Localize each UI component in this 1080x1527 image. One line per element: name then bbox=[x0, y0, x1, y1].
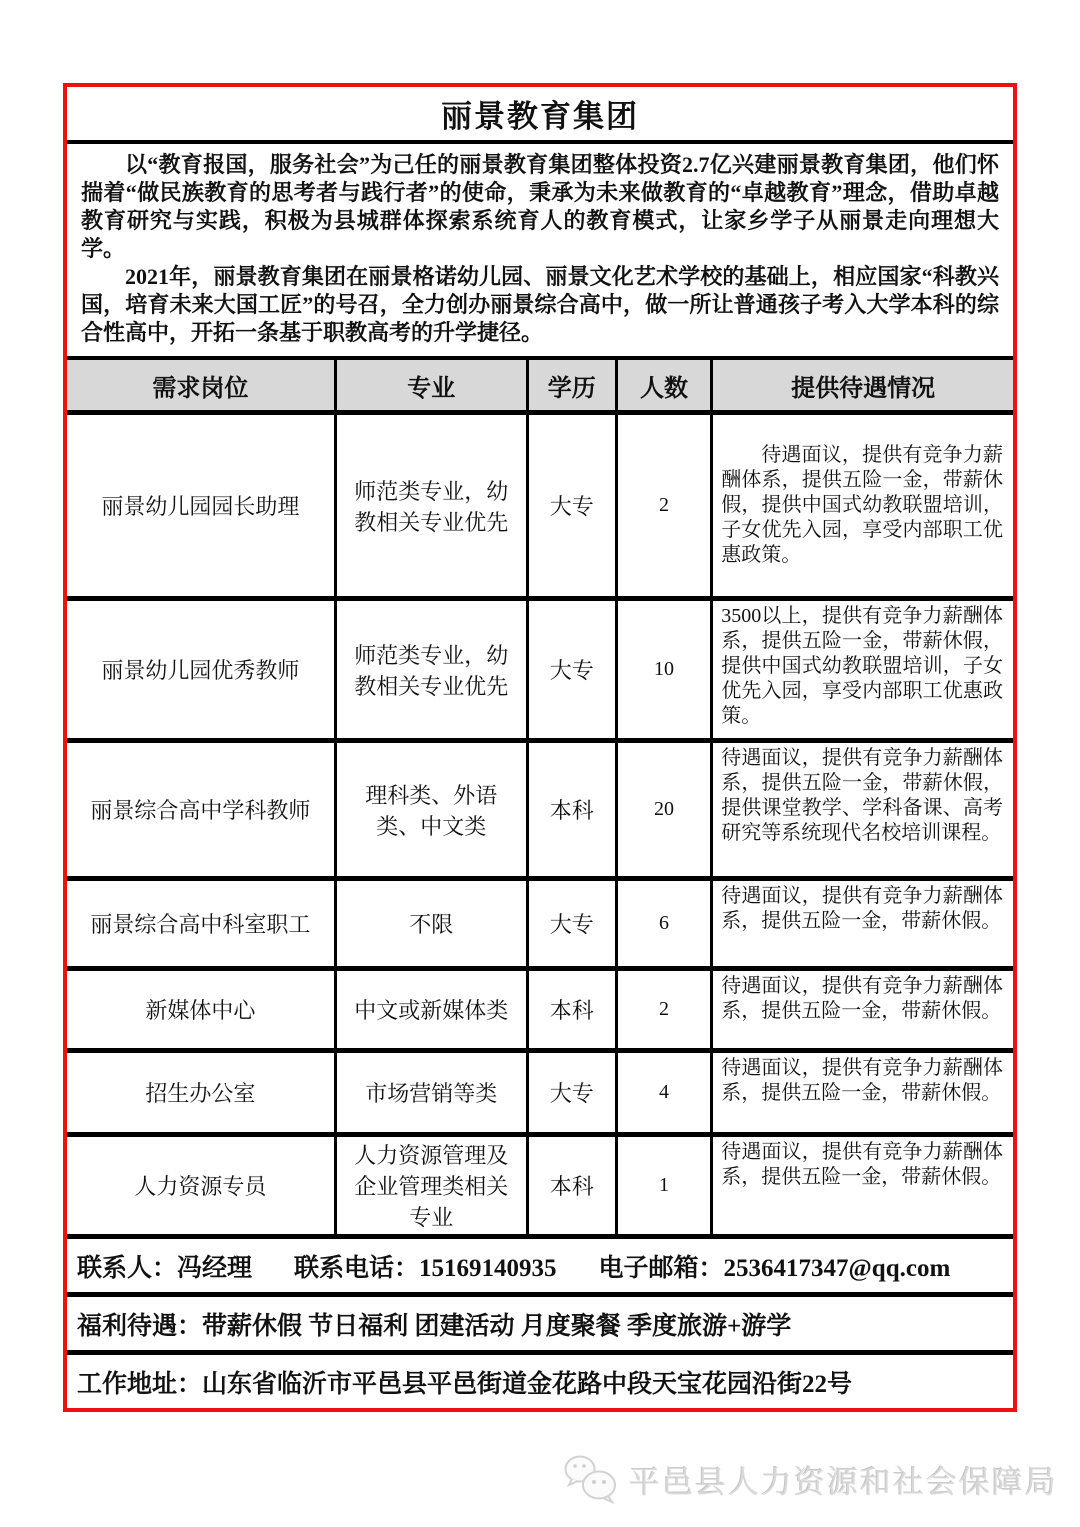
wechat-icon bbox=[559, 1452, 621, 1506]
job-position: 人力资源专员 bbox=[134, 1174, 267, 1199]
job-degree: 本科 bbox=[526, 1137, 615, 1234]
job-benefits: 待遇面议，提供有竞争力薪酬体系，提供五险一金，带薪休假，提供中国式幼教联盟培训，子女优先入园，享受内部职工优惠政策。 bbox=[710, 415, 1013, 596]
job-benefits: 待遇面议，提供有竞争力薪酬体系，提供五险一金，带薪休假，提供课堂教学、学科备课、高考研究等系统现代名校培训课程。 bbox=[710, 743, 1013, 876]
job-degree: 本科 bbox=[526, 743, 615, 876]
col-header-position: 需求岗位 bbox=[67, 360, 334, 410]
job-major: 理科类、外语类、中文类 bbox=[334, 743, 526, 876]
table-header-row bbox=[67, 356, 1013, 410]
job-degree: 大专 bbox=[526, 415, 615, 596]
table-row bbox=[67, 410, 1013, 596]
job-degree: 本科 bbox=[526, 971, 615, 1048]
job-degree: 大专 bbox=[526, 881, 615, 966]
table-row bbox=[67, 1048, 1013, 1132]
table-row bbox=[67, 876, 1013, 966]
table-row bbox=[67, 966, 1013, 1048]
contact-row bbox=[67, 1234, 1013, 1292]
table-row bbox=[67, 1132, 1013, 1234]
job-major: 人力资源管理及企业管理类相关专业 bbox=[334, 1137, 526, 1234]
table-row bbox=[67, 738, 1013, 876]
welfare-info: 福利待遇：带薪休假 节日福利 团建活动 月度聚餐 季度旅游+游学 bbox=[77, 1312, 792, 1340]
job-count: 10 bbox=[615, 601, 711, 738]
job-count: 2 bbox=[615, 415, 711, 596]
job-major: 市场营销等类 bbox=[334, 1053, 526, 1132]
job-position: 丽景幼儿园优秀教师 bbox=[101, 658, 300, 683]
job-benefits: 待遇面议，提供有竞争力薪酬体系，提供五险一金，带薪休假。 bbox=[710, 1053, 1013, 1132]
job-count: 1 bbox=[615, 1137, 711, 1234]
watermark-text: 平邑县人力资源和社会保障局 bbox=[629, 1464, 1058, 1500]
job-major: 师范类专业，幼教相关专业优先 bbox=[334, 601, 526, 738]
job-benefits: 3500以上，提供有竞争力薪酬体系，提供五险一金，带薪休假，提供中国式幼教联盟培训，子女优先入园，享受内部职工优惠政策。 bbox=[710, 601, 1013, 738]
contact-email: 电子邮箱：2536417347@qq.com bbox=[598, 1254, 951, 1282]
welfare-row bbox=[67, 1292, 1013, 1350]
job-position: 丽景幼儿园园长助理 bbox=[101, 494, 300, 519]
watermark bbox=[559, 1452, 1058, 1506]
job-benefits: 待遇面议，提供有竞争力薪酬体系，提供五险一金，带薪休假。 bbox=[710, 1137, 1013, 1234]
col-header-benefits: 提供待遇情况 bbox=[710, 360, 1013, 410]
table-row bbox=[67, 596, 1013, 738]
intro-paragraph-2: 2021年，丽景教育集团在丽景格诺幼儿园、丽景文化艺术学校的基础上，相应国家“科教兴国，培育未来大国工匠”的号召，全力创办丽景综合高中，做一所让普通孩子考入大学本科的综合性高中，开拓一条基于职教高考的升学捷径。 bbox=[81, 264, 999, 345]
doc-title: 丽景教育集团 bbox=[441, 99, 639, 134]
intro-section bbox=[67, 140, 1013, 356]
col-header-major: 专业 bbox=[334, 360, 526, 410]
job-major: 师范类专业，幼教相关专业优先 bbox=[334, 415, 526, 596]
job-position: 新媒体中心 bbox=[145, 998, 256, 1023]
job-count: 6 bbox=[615, 881, 711, 966]
job-degree: 大专 bbox=[526, 1053, 615, 1132]
address-row bbox=[67, 1350, 1013, 1408]
job-benefits: 待遇面议，提供有竞争力薪酬体系，提供五险一金，带薪休假。 bbox=[710, 881, 1013, 966]
job-position: 招生办公室 bbox=[145, 1081, 256, 1106]
intro-paragraph-1: 以“教育报国，服务社会”为己任的丽景教育集团整体投资2.7亿兴建丽景教育集团，他们怀揣着“做民族教育的思考者与践行者”的使命，秉承为未来做教育的“卓越教育”理念，借助卓越教育研究与实践，积极为县城群体探索系统育人的教育模式，让家乡学子从丽景走向理想大学。 bbox=[81, 152, 999, 261]
job-major: 不限 bbox=[334, 881, 526, 966]
job-major: 中文或新媒体类 bbox=[334, 971, 526, 1048]
contact-phone: 联系电话：15169140935 bbox=[294, 1254, 557, 1282]
job-benefits: 待遇面议，提供有竞争力薪酬体系，提供五险一金，带薪休假。 bbox=[710, 971, 1013, 1048]
recruitment-notice bbox=[63, 83, 1017, 1412]
col-header-count: 人数 bbox=[615, 360, 711, 410]
col-header-degree: 学历 bbox=[526, 360, 615, 410]
job-count: 20 bbox=[615, 743, 711, 876]
contact-person: 联系人：冯经理 bbox=[77, 1254, 253, 1282]
job-count: 4 bbox=[615, 1053, 711, 1132]
job-count: 2 bbox=[615, 971, 711, 1048]
job-position: 丽景综合高中科室职工 bbox=[90, 912, 311, 937]
job-degree: 大专 bbox=[526, 601, 615, 738]
work-address: 工作地址：山东省临沂市平邑县平邑街道金花路中段天宝花园沿街22号 bbox=[77, 1370, 853, 1398]
job-position: 丽景综合高中学科教师 bbox=[90, 798, 311, 823]
